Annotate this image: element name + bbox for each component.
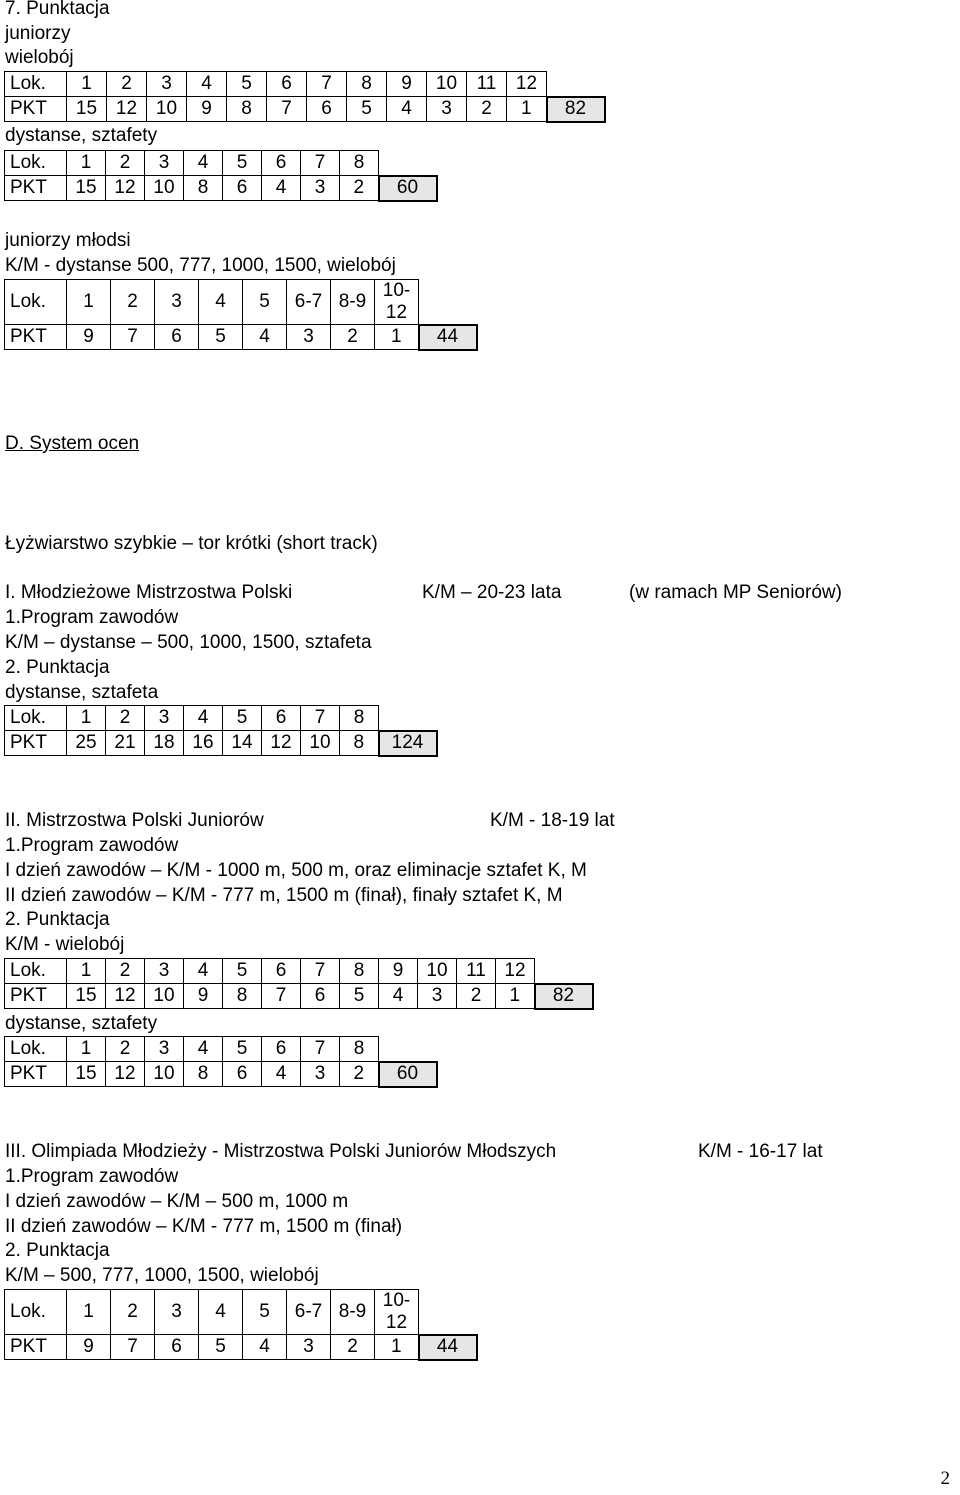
points-cell: 5 xyxy=(199,1335,243,1360)
lok-row xyxy=(5,959,593,984)
points-cell: 21 xyxy=(106,731,145,756)
points-cell: 9 xyxy=(67,1335,111,1360)
place-cell: 12 xyxy=(496,959,535,984)
points-cell: 10 xyxy=(147,97,187,122)
pkt-row xyxy=(5,176,437,201)
place-cell: 8-9 xyxy=(331,1290,375,1335)
juniorzy-mlodsi-distances: K/M - dystanse 500, 777, 1000, 1500, wielobój xyxy=(5,255,396,276)
points-cell: 8 xyxy=(184,1062,223,1087)
place-cell: 8-9 xyxy=(331,280,375,325)
points-cell: 15 xyxy=(67,97,107,122)
points-table-6 xyxy=(4,1036,438,1088)
place-cell: 10-12 xyxy=(375,280,419,325)
part-iii-punktacja: 2. Punktacja xyxy=(5,1240,110,1261)
lok-header-cell: Lok. xyxy=(5,706,67,731)
part-ii-day1: I dzień zawodów – K/M - 1000 m, 500 m, oraz eliminacje sztafet K, M xyxy=(5,860,587,881)
lok-row xyxy=(5,151,437,176)
points-cell: 5 xyxy=(340,984,379,1009)
place-cell: 1 xyxy=(67,280,111,325)
place-cell: 2 xyxy=(106,959,145,984)
points-cell: 10 xyxy=(145,176,184,201)
place-cell: 7 xyxy=(301,151,340,176)
part-ii-dystanse: dystanse, sztafety xyxy=(5,1013,158,1034)
part-iii-day1: I dzień zawodów – K/M – 500 m, 1000 m xyxy=(5,1191,349,1212)
points-cell: 4 xyxy=(243,325,287,350)
place-cell: 4 xyxy=(187,72,227,97)
place-cell: 8 xyxy=(340,1037,379,1062)
place-cell: 7 xyxy=(301,959,340,984)
lok-row xyxy=(5,1290,477,1335)
points-cell: 2 xyxy=(467,97,507,122)
place-cell: 12 xyxy=(507,72,547,97)
place-cell: 3 xyxy=(145,706,184,731)
lok-header-cell: Lok. xyxy=(5,959,67,984)
place-cell: 7 xyxy=(307,72,347,97)
part-ii-punktacja: 2. Punktacja xyxy=(5,909,110,930)
place-cell: 1 xyxy=(67,72,107,97)
points-cell: 9 xyxy=(184,984,223,1009)
lok-header-cell: Lok. xyxy=(5,1290,67,1335)
lok-header-cell: Lok. xyxy=(5,280,67,325)
points-cell: 25 xyxy=(67,731,106,756)
place-cell: 5 xyxy=(243,1290,287,1335)
points-cell: 6 xyxy=(307,97,347,122)
place-cell: 2 xyxy=(106,151,145,176)
points-cell: 10 xyxy=(145,984,184,1009)
points-cell: 1 xyxy=(375,325,419,350)
place-cell: 11 xyxy=(457,959,496,984)
pkt-row xyxy=(5,1062,437,1087)
place-cell: 5 xyxy=(223,959,262,984)
points-cell: 3 xyxy=(287,1335,331,1360)
pkt-header-cell: PKT xyxy=(5,984,67,1009)
points-table-2 xyxy=(4,150,438,202)
section-7-title: 7. Punktacja xyxy=(5,0,110,19)
points-cell: 6 xyxy=(301,984,340,1009)
points-table-5 xyxy=(4,958,594,1010)
place-cell: 7 xyxy=(301,1037,340,1062)
total-points-cell: 82 xyxy=(535,984,593,1009)
part-iii-title: III. Olimpiada Młodzieży - Mistrzostwa Polski Juniorów Młodszych xyxy=(5,1141,557,1162)
place-cell: 2 xyxy=(106,1037,145,1062)
place-cell: 7 xyxy=(301,706,340,731)
lok-header-cell: Lok. xyxy=(5,72,67,97)
points-table-1 xyxy=(4,71,606,123)
place-cell: 3 xyxy=(155,280,199,325)
points-cell: 12 xyxy=(106,176,145,201)
part-ii-title: II. Mistrzostwa Polski Juniorów xyxy=(5,810,264,831)
place-cell: 1 xyxy=(67,1037,106,1062)
place-cell: 3 xyxy=(145,1037,184,1062)
lok-row xyxy=(5,280,477,325)
place-cell: 1 xyxy=(67,151,106,176)
points-cell: 1 xyxy=(507,97,547,122)
sport-title: Łyżwiarstwo szybkie – tor krótki (short track) xyxy=(5,533,378,554)
part-i-program: 1.Program zawodów xyxy=(5,607,179,628)
total-points-cell: 44 xyxy=(419,325,477,350)
points-cell: 8 xyxy=(184,176,223,201)
place-cell: 4 xyxy=(199,280,243,325)
pkt-row xyxy=(5,325,477,350)
part-iii-age: K/M - 16-17 lat xyxy=(698,1141,823,1162)
wielobój-label: wielobój xyxy=(5,47,74,68)
place-cell: 3 xyxy=(145,959,184,984)
pkt-header-cell: PKT xyxy=(5,1335,67,1360)
total-points-cell: 60 xyxy=(379,1062,437,1087)
lok-row xyxy=(5,72,605,97)
place-cell: 3 xyxy=(155,1290,199,1335)
place-cell: 6 xyxy=(262,706,301,731)
lok-row xyxy=(5,706,437,731)
points-cell: 2 xyxy=(340,1062,379,1087)
place-cell: 5 xyxy=(223,706,262,731)
points-cell: 15 xyxy=(67,1062,106,1087)
place-cell: 2 xyxy=(111,280,155,325)
points-cell: 4 xyxy=(262,1062,301,1087)
points-cell: 18 xyxy=(145,731,184,756)
part-ii-age: K/M - 18-19 lat xyxy=(490,810,615,831)
part-i-title: I. Młodzieżowe Mistrzostwa Polski xyxy=(5,582,293,603)
lok-header-cell: Lok. xyxy=(5,1037,67,1062)
points-cell: 8 xyxy=(227,97,267,122)
points-cell: 15 xyxy=(67,176,106,201)
place-cell: 8 xyxy=(347,72,387,97)
place-cell: 2 xyxy=(106,706,145,731)
points-cell: 6 xyxy=(223,176,262,201)
part-iii-program: 1.Program zawodów xyxy=(5,1166,179,1187)
place-cell: 1 xyxy=(67,706,106,731)
points-cell: 8 xyxy=(223,984,262,1009)
place-cell: 5 xyxy=(243,280,287,325)
part-ii-day2: II dzień zawodów – K/M - 777 m, 1500 m (finał), finały sztafet K, M xyxy=(5,885,563,906)
pkt-row xyxy=(5,97,605,122)
place-cell: 4 xyxy=(184,1037,223,1062)
place-cell: 6 xyxy=(262,151,301,176)
points-cell: 9 xyxy=(67,325,111,350)
points-cell: 5 xyxy=(347,97,387,122)
points-cell: 1 xyxy=(496,984,535,1009)
place-cell: 6-7 xyxy=(287,1290,331,1335)
points-cell: 12 xyxy=(262,731,301,756)
lok-row xyxy=(5,1037,437,1062)
place-cell: 9 xyxy=(387,72,427,97)
points-cell: 12 xyxy=(106,1062,145,1087)
part-i-note: (w ramach MP Seniorów) xyxy=(629,582,842,603)
place-cell: 6 xyxy=(267,72,307,97)
place-cell: 10 xyxy=(418,959,457,984)
page-number: 2 xyxy=(940,1468,950,1489)
pkt-header-cell: PKT xyxy=(5,325,67,350)
place-cell: 5 xyxy=(223,151,262,176)
place-cell: 3 xyxy=(145,151,184,176)
part-ii-program: 1.Program zawodów xyxy=(5,835,179,856)
pkt-row xyxy=(5,731,437,756)
part-ii-wielobój: K/M - wielobój xyxy=(5,934,125,955)
points-cell: 12 xyxy=(107,97,147,122)
place-cell: 1 xyxy=(67,959,106,984)
points-cell: 3 xyxy=(301,1062,340,1087)
points-table-4 xyxy=(4,705,438,757)
pkt-header-cell: PKT xyxy=(5,176,67,201)
place-cell: 5 xyxy=(223,1037,262,1062)
pkt-row xyxy=(5,984,593,1009)
points-cell: 12 xyxy=(106,984,145,1009)
points-cell: 7 xyxy=(111,1335,155,1360)
points-cell: 7 xyxy=(267,97,307,122)
place-cell: 8 xyxy=(340,959,379,984)
points-cell: 10 xyxy=(145,1062,184,1087)
place-cell: 11 xyxy=(467,72,507,97)
place-cell: 6-7 xyxy=(287,280,331,325)
total-points-cell: 44 xyxy=(419,1335,477,1360)
total-points-cell: 124 xyxy=(379,731,437,756)
pkt-row xyxy=(5,1335,477,1360)
part-i-punktacja: 2. Punktacja xyxy=(5,657,110,678)
part-iii-distances: K/M – 500, 777, 1000, 1500, wielobój xyxy=(5,1265,319,1286)
place-cell: 9 xyxy=(379,959,418,984)
points-cell: 15 xyxy=(67,984,106,1009)
pkt-header-cell: PKT xyxy=(5,1062,67,1087)
juniorzy-label: juniorzy xyxy=(5,23,71,44)
place-cell: 1 xyxy=(67,1290,111,1335)
total-points-cell: 82 xyxy=(547,97,605,122)
place-cell: 4 xyxy=(199,1290,243,1335)
place-cell: 4 xyxy=(184,706,223,731)
points-cell: 2 xyxy=(331,325,375,350)
section-d-title: D. System ocen xyxy=(5,433,140,454)
juniorzy-mlodsi-title: juniorzy młodsi xyxy=(5,230,131,251)
place-cell: 8 xyxy=(340,706,379,731)
place-cell: 4 xyxy=(184,959,223,984)
points-cell: 1 xyxy=(375,1335,419,1360)
points-cell: 8 xyxy=(340,731,379,756)
points-cell: 6 xyxy=(155,1335,199,1360)
points-cell: 4 xyxy=(379,984,418,1009)
points-cell: 5 xyxy=(199,325,243,350)
place-cell: 6 xyxy=(262,959,301,984)
place-cell: 10 xyxy=(427,72,467,97)
points-cell: 3 xyxy=(301,176,340,201)
points-table-7 xyxy=(4,1289,478,1361)
points-cell: 4 xyxy=(262,176,301,201)
points-cell: 10 xyxy=(301,731,340,756)
place-cell: 6 xyxy=(262,1037,301,1062)
place-cell: 8 xyxy=(340,151,379,176)
part-iii-day2: II dzień zawodów – K/M - 777 m, 1500 m (finał) xyxy=(5,1216,403,1237)
points-cell: 4 xyxy=(243,1335,287,1360)
total-points-cell: 60 xyxy=(379,176,437,201)
pkt-header-cell: PKT xyxy=(5,97,67,122)
dystanse-label: dystanse, sztafety xyxy=(5,125,158,146)
points-cell: 6 xyxy=(223,1062,262,1087)
points-cell: 3 xyxy=(427,97,467,122)
lok-header-cell: Lok. xyxy=(5,151,67,176)
points-cell: 7 xyxy=(111,325,155,350)
points-cell: 4 xyxy=(387,97,427,122)
points-cell: 3 xyxy=(418,984,457,1009)
points-cell: 14 xyxy=(223,731,262,756)
place-cell: 4 xyxy=(184,151,223,176)
pkt-header-cell: PKT xyxy=(5,731,67,756)
points-cell: 2 xyxy=(457,984,496,1009)
place-cell: 2 xyxy=(111,1290,155,1335)
place-cell: 2 xyxy=(107,72,147,97)
place-cell: 5 xyxy=(227,72,267,97)
points-table-3 xyxy=(4,279,478,351)
points-cell: 16 xyxy=(184,731,223,756)
place-cell: 10-12 xyxy=(375,1290,419,1335)
points-cell: 2 xyxy=(340,176,379,201)
points-cell: 9 xyxy=(187,97,227,122)
points-cell: 7 xyxy=(262,984,301,1009)
part-i-sub: dystanse, sztafeta xyxy=(5,682,159,703)
points-cell: 6 xyxy=(155,325,199,350)
place-cell: 3 xyxy=(147,72,187,97)
part-i-age: K/M – 20-23 lata xyxy=(422,582,562,603)
points-cell: 3 xyxy=(287,325,331,350)
points-cell: 2 xyxy=(331,1335,375,1360)
part-i-distances: K/M – dystanse – 500, 1000, 1500, sztafeta xyxy=(5,632,372,653)
